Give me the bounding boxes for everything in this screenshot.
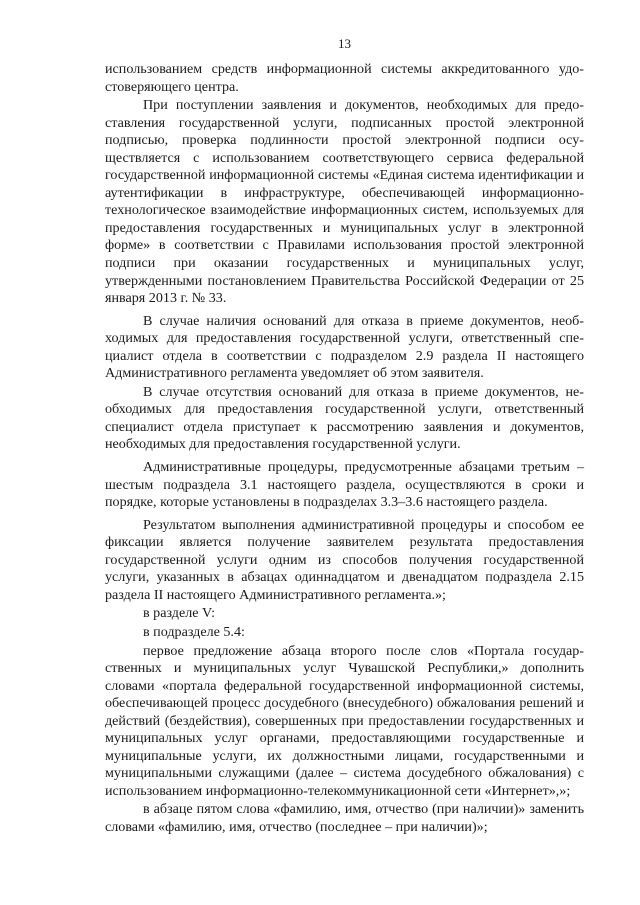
paragraph-fifth-paragraph-amendment: в абзаце пятом слова «фамилию, имя, отчество (при наличии)» заменить словами «фамилию, имя, отчество (последнее – при наличии)»; bbox=[105, 801, 584, 835]
paragraph-first-sentence-amendment: первое предложение абзаца второго после слов «Портала государственных и муниципальных услуг Чувашской Республики,» дополнить словами «портала федеральной государственной информационной системы, обеспечивающей процесс досудебного (внесудебного) обжалования решений и действий (бездействия), совершенных при предоставлении государственных и муниципальных услуг органами, предоставляющими государственные и муниципальные услуги, их должностными лицами, государственными и муниципальными служащими (далее – система досудебного обжалования) с использованием информационно-телекоммуникационной сети «Интернет»,»; bbox=[105, 642, 584, 799]
paragraph-continuation: использованием средств информационной системы аккредитованного удостоверяющего центра. bbox=[105, 61, 584, 95]
paragraph-no-refusal-grounds: В случае отсутствия оснований для отказа в приеме документов, необходимых для предоставления государственной услуги, ответственный специалист отдела приступает к рассмотрению заявления и документов, необходимых для предоставления государственной услуги. bbox=[105, 383, 584, 453]
paragraph-procedure-result: Результатом выполнения административной процедуры и способом ее фиксации является получение заявителем результата предоставления государственной услуги одним из способов получения государственной услуги, указанных в абзацах одиннадцатом и двенадцатом подраздела 2.15 раздела II настоящего Административного регламента.»; bbox=[105, 516, 584, 603]
paragraph-section-v: в разделе V: bbox=[143, 605, 216, 622]
page-number: 13 bbox=[338, 36, 351, 51]
paragraph-electronic-signature-check: При поступлении заявления и документов, необходимых для предоставления государственной услуги, подписанных простой электронной подписью, проверка подлинности простой электронной подписи осуществляется с использованием соответствующего сервиса федеральной государственной информационной системы «Единая система идентификации и аутентификации в инфраструктуре, обеспечивающей информационно-технологическое взаимодействие информационных систем, используемых для предоставления государственных и муниципальных услуг в электронной форме» в соответствии с Правилами использования простой электронной подписи при оказании государственных и муниципальных услуг, утвержденными постановлением Правительства Российской Федерации от 25 января 2013 г. № 33. bbox=[105, 97, 584, 307]
paragraph-refusal-grounds: В случае наличия оснований для отказа в приеме документов, необходимых для предоставления государственной услуги, ответственный специалист отдела в соответствии с подразделом 2.9 раздела II настоящего Административного регламента уведомляет об этом заявителя. bbox=[105, 312, 584, 382]
document-body bbox=[105, 61, 584, 837]
paragraph-subsection-5-4: в подразделе 5.4: bbox=[143, 623, 245, 640]
paragraph-administrative-procedures: Административные процедуры, предусмотренные абзацами третьим – шестым подраздела 3.1 настоящего раздела, осуществляются в сроки и порядке, которые установлены в подразделах 3.3–3.6 настоящего раздела. bbox=[105, 459, 584, 511]
